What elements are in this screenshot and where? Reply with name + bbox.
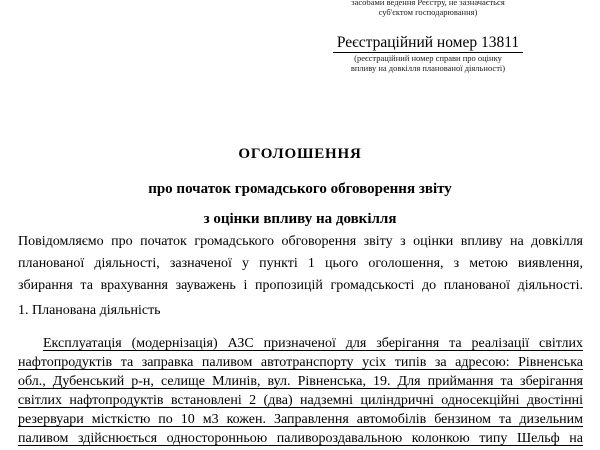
registration-number: Реєстраційний номер 13811 <box>333 34 523 53</box>
registration-caption <box>330 54 526 73</box>
registry-note-line-1: засобами ведення Реєстру, не зазначається <box>351 0 505 7</box>
activity-line: нафтопродуктів та заправка паливом автотранспорту усіх типів за адресою: Рівненська <box>18 355 583 370</box>
section-1-heading: 1. Планована діяльність <box>18 303 161 318</box>
registry-note-line-2: суб'єктом господарювання) <box>378 6 478 17</box>
registration-caption-line-1: (реєстраційний номер справи про оцінку <box>354 53 502 63</box>
document-subtitle-1: про початок громадського обговорення звіту <box>148 181 452 197</box>
document-subtitle-2: з оцінки впливу на довкілля <box>203 211 397 227</box>
registration-caption-line-2: впливу на довкілля планованої діяльності) <box>350 62 506 73</box>
activity-line: Експлуатація (модернізація) АЗС призначеної для зберігання та реалізації світлих <box>43 336 583 351</box>
activity-line: обл., Дубенський р-н, селище Млинів, вул. Рівненська, 19. Для приймання та зберігання <box>18 374 583 389</box>
intro-line: Повідомляємо про початок громадського обговорення звіту з оцінки впливу на довкілля <box>18 234 583 249</box>
activity-line: світлих нафтопродуктів встановлені 2 (два) надземні циліндричні односекційні двостінні <box>18 393 583 408</box>
intro-line: планованої діяльності, зазначеної у пункті 1 цього оголошення, з метою виявлення, <box>18 256 583 271</box>
intro-paragraph <box>18 231 583 297</box>
activity-line: паливом здійснюється односторонньою паливороздавальною колонкою типу Шельф на <box>18 431 583 446</box>
document-title: ОГОЛОШЕННЯ <box>238 146 362 162</box>
registry-note <box>330 0 526 17</box>
intro-line: збирання та врахування зауважень і пропозицій громадськості до планованої діяльності. <box>18 278 583 293</box>
form-header <box>330 0 526 73</box>
planned-activity-paragraph <box>18 334 583 448</box>
activity-line: резервуари місткістю по 10 м3 кожен. Заправлення автомобілів бензином та дизельним <box>18 412 583 427</box>
